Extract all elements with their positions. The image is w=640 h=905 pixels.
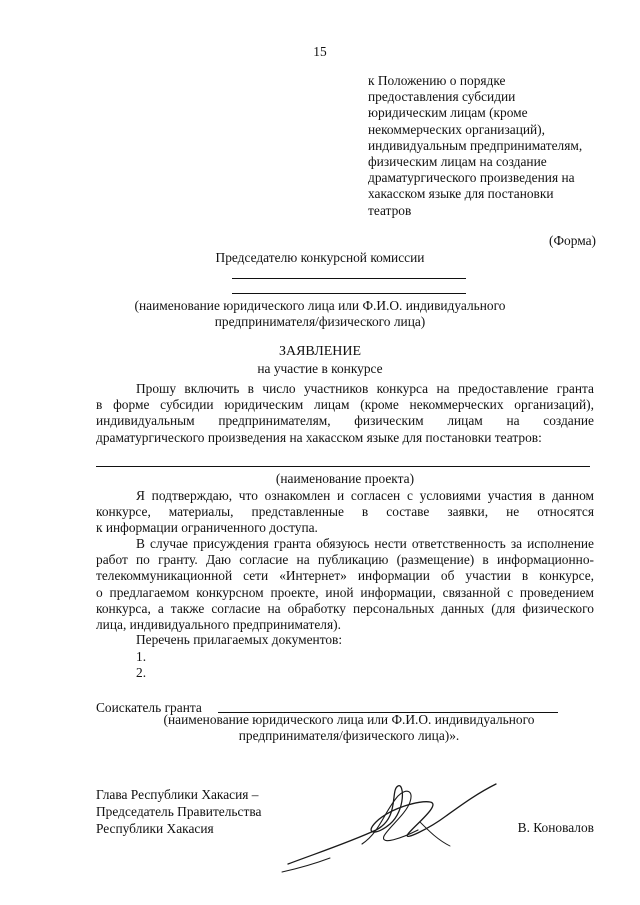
note-line: (наименование юридического лица или Ф.И.О. индивидуального xyxy=(163,712,535,727)
addressee: Председателю конкурсной комиссии xyxy=(215,250,425,265)
grant-applicant-note xyxy=(0,712,640,744)
official-title xyxy=(96,786,261,837)
official-line: Председатель Правительства xyxy=(96,804,262,819)
documents-title: Перечень прилагаемых документов: xyxy=(136,632,343,647)
documents-item: 1. xyxy=(136,648,147,664)
request-line: в форме субсидии юридическим лицам (кроме некоммерческих организаций), xyxy=(96,397,594,413)
annex-line: физическим лицам на создание xyxy=(368,154,547,170)
page-number: 15 xyxy=(313,44,327,59)
request-line: индивидуальным предпринимателям, физическим лицам на создание xyxy=(96,413,594,429)
documents-list xyxy=(136,632,342,682)
request-line: драматургического произведения на хакасском языке для постановки театров: xyxy=(96,429,542,445)
annex-line: предоставления субсидии xyxy=(368,89,516,105)
responsibility-line: В случае присуждения гранта обязуюсь нести ответственность за исполнение xyxy=(136,536,594,551)
document-title: ЗАЯВЛЕНИЕ xyxy=(278,344,362,359)
annex-line: хакасском языке для постановки xyxy=(368,186,554,202)
note-line: предпринимателя/физического лица) xyxy=(214,314,426,329)
responsibility-line: работ по гранту. Даю согласие на публикацию (размещение) в информационно- xyxy=(96,552,594,568)
note-line: (наименование юридического лица или Ф.И.О. индивидуального xyxy=(134,298,506,313)
documents-item: 2. xyxy=(136,665,147,680)
responsibility-line: телекоммуникационной сети «Интернет» информации об участии в конкурсе, xyxy=(96,568,594,584)
document-title-block xyxy=(0,343,640,377)
annex-line: некоммерческих организаций), xyxy=(368,121,545,137)
addressee-line-1 xyxy=(232,278,466,279)
confirm-paragraph xyxy=(96,488,594,537)
responsibility-paragraph xyxy=(96,536,594,633)
official-name: В. Коновалов xyxy=(517,820,594,835)
annex-line: драматургического произведения на xyxy=(368,170,575,186)
annex-line: театров xyxy=(368,202,412,218)
form-label: (Форма) xyxy=(548,233,596,248)
annex-line: юридическим лицам (кроме xyxy=(368,105,528,121)
confirm-line: конкурсе, материалы, представленные в составе заявки, не относятся xyxy=(96,504,594,520)
confirm-line: Я подтверждаю, что ознакомлен и согласен с условиями участия в данном xyxy=(136,488,594,503)
annex-line: индивидуальным предпринимателям, xyxy=(368,137,583,153)
request-paragraph xyxy=(96,381,594,446)
applicant-note xyxy=(0,298,640,330)
note-line: предпринимателя/физического лица)». xyxy=(238,728,460,743)
document-subtitle: на участие в конкурсе xyxy=(257,361,383,376)
responsibility-line: лица, индивидуального предпринимателя). xyxy=(96,617,341,633)
confirm-line: к информации ограниченного доступа. xyxy=(96,520,318,536)
responsibility-line: конкурса, а также согласие на обработку персональных данных (для физического xyxy=(96,600,594,616)
addressee-line-2 xyxy=(232,293,466,294)
project-note: (наименование проекта) xyxy=(275,471,415,486)
official-line: Республики Хакасия xyxy=(96,821,214,836)
project-line xyxy=(96,466,590,467)
annex-reference xyxy=(368,73,608,219)
annex-line: к Положению о порядке xyxy=(368,73,506,88)
responsibility-line: о предлагаемом конкурсном проекте, иной информации, связанной с проведением xyxy=(96,584,594,600)
official-line: Глава Республики Хакасия – xyxy=(96,787,259,802)
handwritten-signature xyxy=(280,772,530,882)
request-line: Прошу включить в число участников конкурса на предоставление гранта xyxy=(136,381,594,396)
grant-applicant-label: Соискатель гранта xyxy=(96,700,202,715)
